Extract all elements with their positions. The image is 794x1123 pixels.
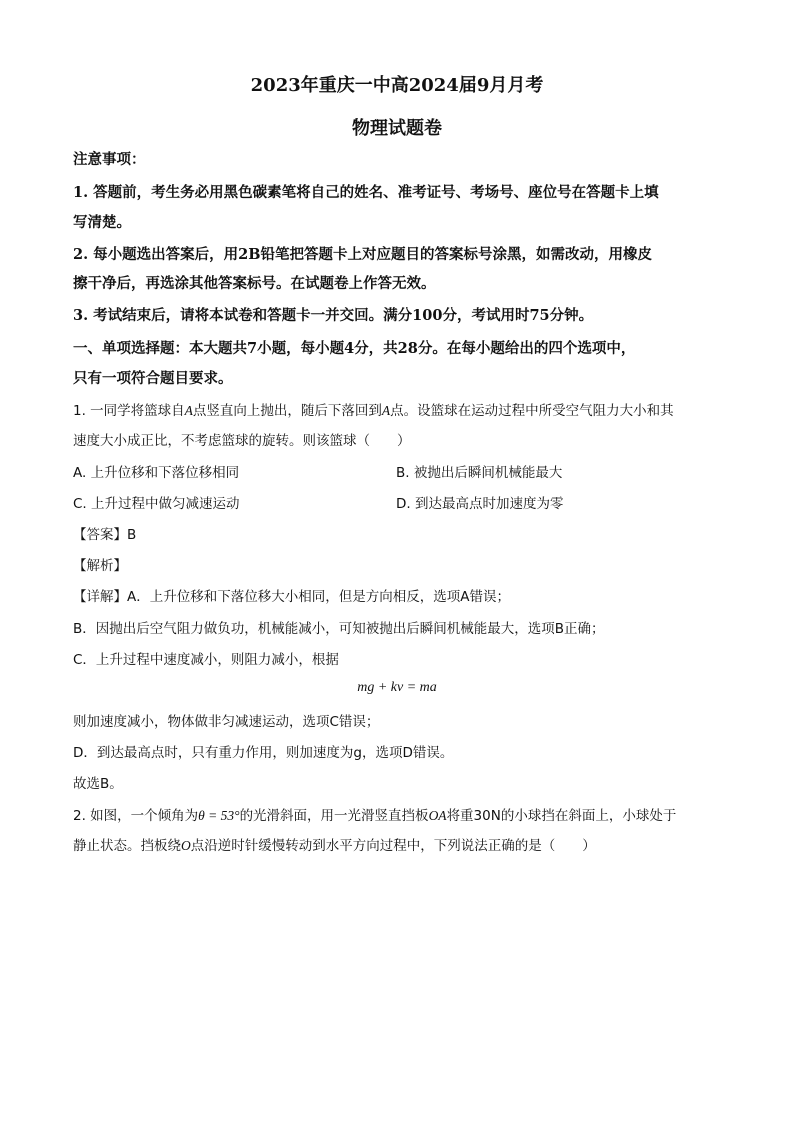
notice-heading: 注意事项：	[73, 151, 146, 168]
notice-item-2-line-1: 2. 每小题选出答案后，用2B铅笔把答题卡上对应题目的答案标号涂黑，如需改动，用橡皮	[73, 246, 653, 263]
question-1-detail-b: B．因抛出后空气阻力做负功，机械能减小，可知被抛出后瞬间机械能最大，选项B正确；	[73, 621, 605, 637]
question-1-stem-line-1: 1. 一同学将篮球自A点竖直向上抛出，随后下落回到A点。设篮球在运动过程中所受空气阻力大小和其	[73, 403, 674, 419]
question-1-option-c: C. 上升过程中做匀减速运动	[73, 496, 240, 512]
question-2-stem-line-1: 2. 如图，一个倾角为θ = 53°的光滑斜面，用一光滑竖直挡板OA将重30N的小球挡在斜面上，小球处于	[73, 808, 677, 824]
question-1-option-a: A. 上升位移和下落位移相同	[73, 465, 240, 481]
notice-item-2-line-2: 擦干净后，再选涂其他答案标号。在试题卷上作答无效。	[73, 275, 436, 292]
notice-item-1-line-1: 1. 答题前，考生务必用黑色碳素笔将自己的姓名、准考证号、考场号、座位号在答题卡上填	[73, 184, 659, 201]
section-1-heading-line-2: 只有一项符合题目要求。	[73, 370, 233, 387]
question-1-answer: 【答案】B	[73, 527, 137, 543]
question-1-detail-c-2: 则加速度减小，物体做非匀减速运动，选项C错误；	[73, 714, 380, 730]
notice-item-3: 3. 考试结束后，请将本试卷和答题卡一并交回。满分100分，考试用时75分钟。	[73, 307, 594, 324]
exam-subtitle: 物理试题卷	[352, 118, 442, 139]
question-1-option-d: D. 到达最高点时加速度为零	[396, 496, 564, 512]
exam-title: 2023年重庆一中高2024届9月月考	[250, 75, 544, 96]
question-1-stem-line-2: 速度大小成正比，不考虑篮球的旋转。则该篮球（ ）	[73, 433, 411, 449]
question-1-analysis-label: 【解析】	[73, 558, 127, 574]
theta-value: θ = 53°	[198, 808, 240, 823]
question-1-formula: mg + kv = ma	[357, 680, 437, 695]
variable-o: O	[181, 838, 191, 853]
variable-oa: OA	[428, 808, 447, 823]
question-1-detail-d: D．到达最高点时，只有重力作用，则加速度为g，选项D错误。	[73, 745, 454, 761]
question-1-detail-a: 【详解】A．上升位移和下落位移大小相同，但是方向相反，选项A错误；	[73, 589, 510, 605]
section-1-heading-line-1: 一、单项选择题：本大题共7小题，每小题4分，共28分。在每小题给出的四个选项中，	[73, 340, 636, 357]
variable-a: A	[381, 403, 391, 418]
notice-item-1-line-2: 写清楚。	[73, 214, 131, 231]
question-1-detail-c: C．上升过程中速度减小，则阻力减小，根据	[73, 652, 339, 668]
question-2-stem-line-2: 静止状态。挡板绕O点沿逆时针缓慢转动到水平方向过程中，下列说法正确的是（ ）	[73, 838, 596, 854]
question-1-option-b: B. 被抛出后瞬间机械能最大	[396, 465, 563, 481]
question-1-conclusion: 故选B。	[73, 776, 123, 792]
detail-label: 【详解】	[73, 589, 127, 605]
variable-a: A	[184, 403, 193, 418]
